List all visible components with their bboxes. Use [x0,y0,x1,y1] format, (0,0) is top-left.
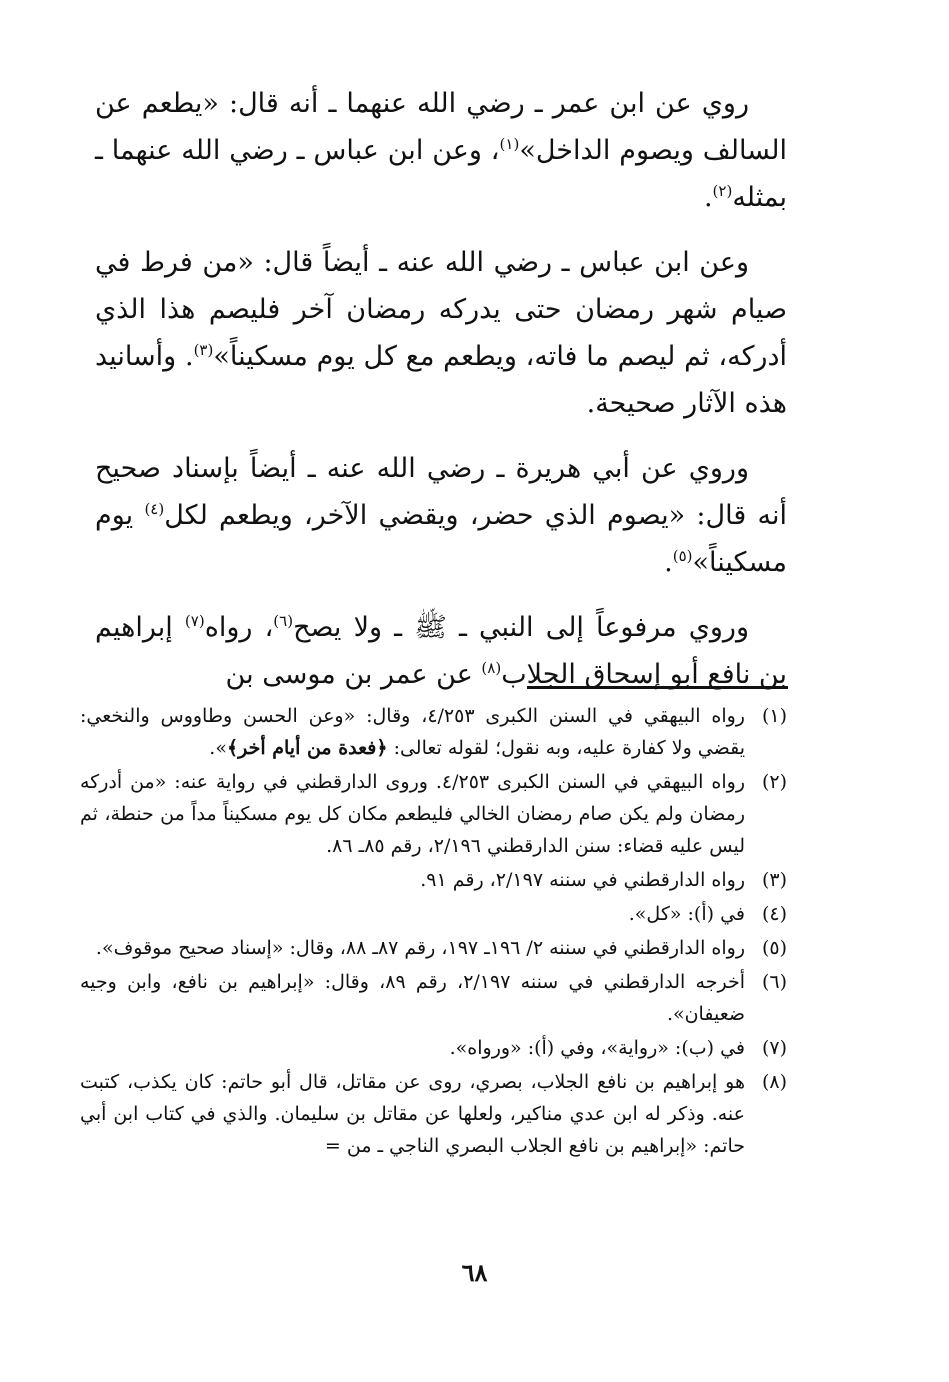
footnote-number: (٣) [761,869,787,891]
footnote-number: (٥) [761,937,787,959]
footnote-5 [80,932,787,964]
footnote-number: (٦) [761,971,787,993]
main-text [95,80,787,716]
footnote-ref-2: (٢) [712,182,733,200]
paragraph-4 [95,604,787,698]
paragraph-2 [95,239,787,427]
paragraph-3-text-b: يوم مسكيناً» [95,500,787,578]
footnote-number: (٤) [761,903,787,925]
footnote-number: (١) [761,705,787,727]
quran-quote: ﴿فعدة من أيام أخر﴾ [226,737,388,759]
footnote-text: رواه الدارقطني في سننه ٢/ ١٩٦ـ ١٩٧، رقم ٨٧ـ ٨٨، وقال: «إسناد صحيح موقوف». [95,937,745,959]
footnote-ref-7: (٧) [184,612,205,630]
footnote-7 [80,1032,787,1064]
paragraph-2-text-b: . وأسانيد هذه الآثار صحيحة. [95,341,787,419]
paragraph-1-text-b: ، وعن ابن عباس ـ رضي الله عنهما ـ بمثله [95,135,787,213]
footnote-1-tail: ». [209,737,227,759]
footnote-4 [80,898,787,930]
footnote-ref-4: (٤) [144,500,165,518]
paragraph-1-text-a: روي عن ابن عمر ـ رضي الله عنهما ـ أنه قال: «يطعم عن السالف ويصوم الداخل» [95,88,788,166]
paragraph-3-text-c: . [664,547,673,578]
footnote-ref-3: (٣) [193,341,214,359]
footnote-text: في (أ): «كل». [628,903,745,925]
footnote-3 [80,864,787,896]
footnote-ref-6: (٦) [273,612,294,630]
paragraph-4-text-b: ، رواه [204,612,274,643]
footnote-text [80,700,745,764]
footnote-1-body: رواه البيهقي في السنن الكبرى ٤/٢٥٣، وقال: «وعن الحسن وطاووس والنخعي: يقضي ولا كفارة عليه، وبه نقول؛ لقوله تعالى: [80,705,745,759]
footnote-6 [80,966,787,1030]
footnote-text: رواه البيهقي في السنن الكبرى ٤/٢٥٣. وروى الدارقطني في رواية عنه: «من أدركه رمضان ولم يكن صام رمضان الخالي فليطعم مكان كل يوم مسكيناً مداً من حنطة، ثم ليس عليه قضاء: سنن الدارقطني ٢/١٩٦، رقم ٨٥ـ ٨٦. [80,771,745,857]
paragraph-2-text-a: وعن ابن عباس ـ رضي الله عنه ـ أيضاً قال: «من فرط في صيام شهر رمضان حتى يدركه رمضان آخر فليصم هذا الذي أدركه، ثم ليصم ما فاته، ويطعم مع كل يوم مسكيناً» [95,247,787,372]
footnote-ref-1: (١) [499,135,520,153]
paragraph-1-text-c: . [703,182,713,213]
footnote-separator [527,686,788,689]
footnote-ref-8: (٨) [481,659,502,677]
footnote-text: رواه الدارقطني في سننه ٢/١٩٧، رقم ٩١. [420,869,745,891]
paragraph-3 [95,445,787,586]
footnote-ref-5: (٥) [672,547,693,565]
footnote-2 [80,766,787,862]
footnote-text: أخرجه الدارقطني في سننه ٢/١٩٧، رقم ٨٩، وقال: «إبراهيم بن نافع، وابن وجيه ضعيفان». [80,971,745,1025]
paragraph-4-text-c: إبراهيم بن نافع أبو إسحاق الجلاب [95,612,787,690]
page-number: ٦٨ [461,1258,488,1287]
paragraph-4-text-d: عن عمر بن موسى بن [225,659,482,690]
paragraph-1 [95,80,787,221]
footnote-text: في (ب): «رواية»، وفي (أ): «ورواه». [449,1037,745,1059]
footnote-number: (٢) [761,771,787,793]
footnote-8 [80,1066,787,1162]
footnote-number: (٨) [761,1071,787,1093]
footnote-number: (٧) [761,1037,787,1059]
paragraph-4-text-a: وروي مرفوعاً إلى النبي ـ ﷺ ـ ولا يصح [293,612,750,643]
footnotes [80,700,787,1164]
paragraph-3-text-a: وروي عن أبي هريرة ـ رضي الله عنه ـ أيضاً بإسناد صحيح أنه قال: «يصوم الذي حضر، ويقضي الآخر، ويطعم لكل [95,453,787,531]
footnote-1 [80,700,787,764]
footnote-text: هو إبراهيم بن نافع الجلاب، بصري، روى عن مقاتل، قال أبو حاتم: كان يكذب، كتبت عنه. وذكر له ابن عدي مناكير، ولعلها عن مقاتل بن سليمان. والذي في كتاب ابن أبي حاتم: «إبراهيم بن نافع الجلاب البصري الناجي ـ من = [80,1071,745,1157]
